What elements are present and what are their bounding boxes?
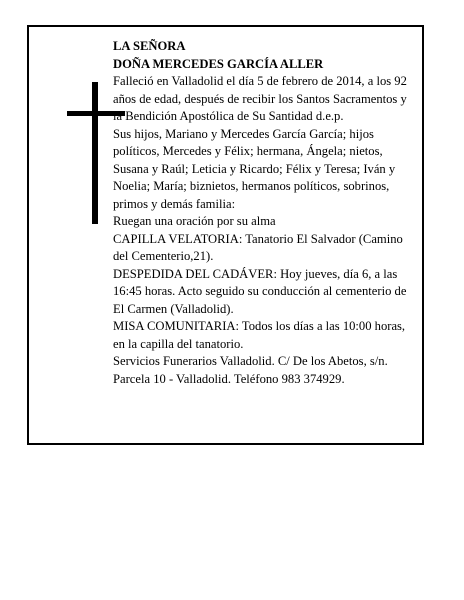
chapel-info: CAPILLA VELATORIA: Tanatorio El Salvador (Camino del Cementerio,21). bbox=[113, 231, 403, 263]
prayer-request: Ruegan una oración por su alma bbox=[113, 214, 276, 228]
cross-vertical-bar bbox=[92, 82, 98, 224]
deceased-honorific: LA SEÑORA bbox=[113, 39, 186, 53]
death-announcement: Falleció en Valladolid el día 5 de febrero de 2014, a los 92 años de edad, después de recibir los Santos Sacramentos y la Bendición Apostólica de Su Santidad d.e.p. bbox=[113, 74, 407, 123]
family-list: Sus hijos, Mariano y Mercedes García García; hijos políticos, Mercedes y Félix; hermana, Ángela; nietos, Susana y Raúl; Leticia y Ricardo; Félix y Teresa; Iván y Noelia; María; biznietos, hermanos políticos, sobrinos, primos y demás familia: bbox=[113, 126, 396, 211]
mass-info: MISA COMUNITARIA: Todos los días a las 10:00 horas, en la capilla del tanatorio. bbox=[113, 319, 406, 351]
funeral-services-info: Servicios Funerarios Valladolid. C/ De los Abetos, s/n. Parcela 10 - Valladolid. Teléfono 983 374929. bbox=[113, 354, 388, 386]
notice-text bbox=[113, 38, 409, 388]
farewell-info: DESPEDIDA DEL CADÁVER: Hoy jueves, día 6, a las 16:45 horas. Acto seguido su conducción al cementerio de El Carmen (Valladolid). bbox=[113, 266, 407, 316]
deceased-name: DOÑA MERCEDES GARCÍA ALLER bbox=[113, 56, 324, 71]
